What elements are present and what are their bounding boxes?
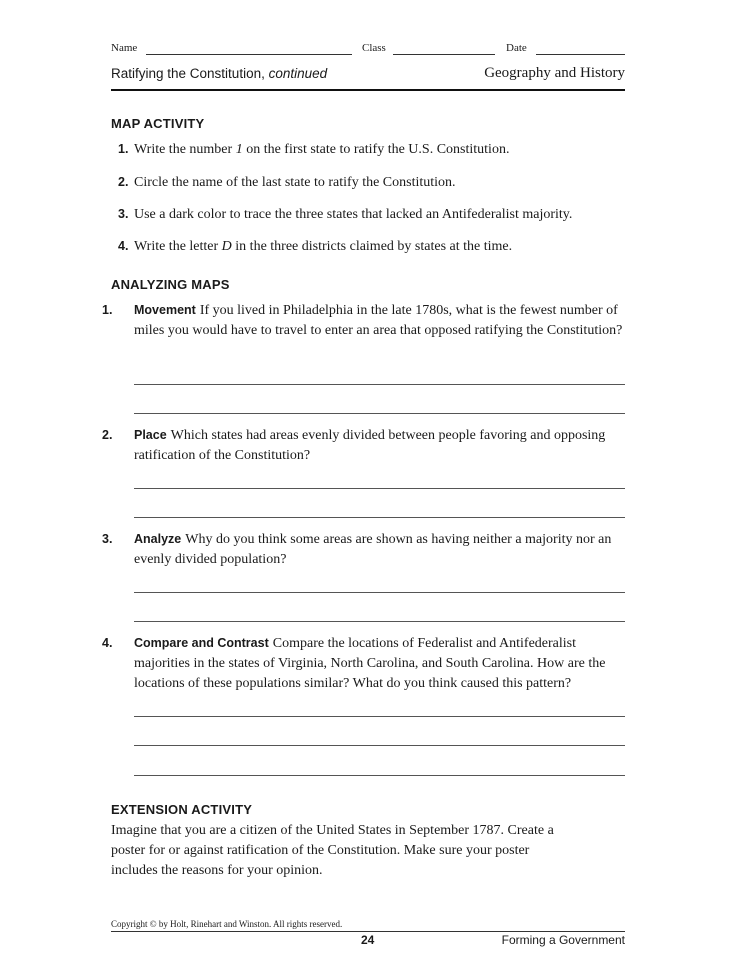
question-number: 1.: [102, 303, 113, 317]
answer-line[interactable]: [134, 517, 625, 518]
title-suffix: continued: [268, 66, 328, 81]
answer-line[interactable]: [134, 621, 625, 622]
item-number: 3.: [118, 207, 129, 221]
item-italic: D: [221, 239, 232, 254]
answer-line[interactable]: [134, 384, 625, 385]
worksheet-title: [111, 66, 327, 81]
question-3: [102, 529, 625, 570]
item-text: Circle the name of the last state to ratify the Constitution.: [134, 175, 456, 190]
date-line: [536, 54, 625, 55]
question-4: [102, 633, 625, 694]
answer-line[interactable]: [134, 745, 625, 746]
item-text: Use a dark color to trace the three states that lacked an Antifederalist majority.: [134, 207, 573, 222]
question-text: Why do you think some areas are shown as having neither a majority nor an evenly divided population?: [134, 532, 612, 567]
question-text: Which states had areas evenly divided between people favoring and opposing ratification of the Constitution?: [134, 428, 606, 463]
map-activity-item-1: [118, 139, 625, 160]
extension-activity-text: Imagine that you are a citizen of the United States in September 1787. Create a poster for or against ratification of the Constitution. Make sure your poster includes the reasons for your opinion.: [111, 823, 554, 878]
title-main: Ratifying the Constitution,: [111, 66, 265, 81]
name-label: Name: [111, 42, 138, 54]
date-label: Date: [506, 42, 527, 54]
map-activity-item-4: [118, 236, 625, 257]
answer-line[interactable]: [134, 488, 625, 489]
question-1: [102, 300, 625, 341]
question-title: Movement: [134, 303, 196, 317]
item-text: in the three districts claimed by states at the time.: [231, 239, 513, 254]
analyzing-maps-heading: ANALYZING MAPS: [111, 277, 230, 292]
item-text: Write the letter: [134, 239, 222, 254]
item-number: 2.: [118, 175, 129, 189]
question-number: 3.: [102, 532, 113, 546]
item-number: 4.: [118, 239, 129, 253]
question-title: Compare and Contrast: [134, 636, 269, 650]
worksheet-category: Geography and History: [484, 65, 625, 81]
map-activity-item-2: [118, 172, 625, 193]
map-activity-item-3: [118, 204, 625, 225]
answer-line[interactable]: [134, 716, 625, 717]
question-text: If you lived in Philadelphia in the late 1780s, what is the fewest number of miles you would have to travel to enter an area that opposed ratifying the Constitution?: [134, 303, 623, 338]
chapter-title: Forming a Government: [501, 933, 625, 947]
answer-line[interactable]: [134, 775, 625, 776]
item-text: on the first state to ratify the U.S. Constitution.: [242, 142, 510, 157]
extension-activity-heading: EXTENSION ACTIVITY: [111, 802, 253, 817]
question-number: 4.: [102, 636, 113, 650]
page-number: 24: [361, 933, 375, 947]
question-title: Analyze: [134, 532, 182, 546]
answer-line[interactable]: [134, 413, 625, 414]
student-info-header: [111, 42, 625, 58]
copyright-notice: Copyright © by Holt, Rinehart and Winston. All rights reserved.: [111, 919, 343, 929]
item-text: Write the number: [134, 142, 236, 157]
map-activity-heading: MAP ACTIVITY: [111, 116, 205, 131]
item-italic: 1: [235, 142, 243, 157]
worksheet-page: [102, 0, 625, 970]
name-line: [146, 54, 352, 55]
footer-divider: [111, 931, 625, 932]
class-line: [393, 54, 495, 55]
item-number: 1.: [118, 142, 129, 156]
question-number: 2.: [102, 428, 113, 442]
question-2: [102, 425, 625, 466]
title-divider: [111, 89, 625, 91]
question-title: Place: [134, 428, 167, 442]
title-row: [111, 66, 625, 86]
answer-line[interactable]: [134, 592, 625, 593]
question-text: Compare the locations of Federalist and Antifederalist majorities in the states of Virginia, North Carolina, and South Carolina. How are the locations of these populations similar? What do you think caused this pattern?: [134, 636, 606, 691]
class-label: Class: [362, 42, 386, 54]
